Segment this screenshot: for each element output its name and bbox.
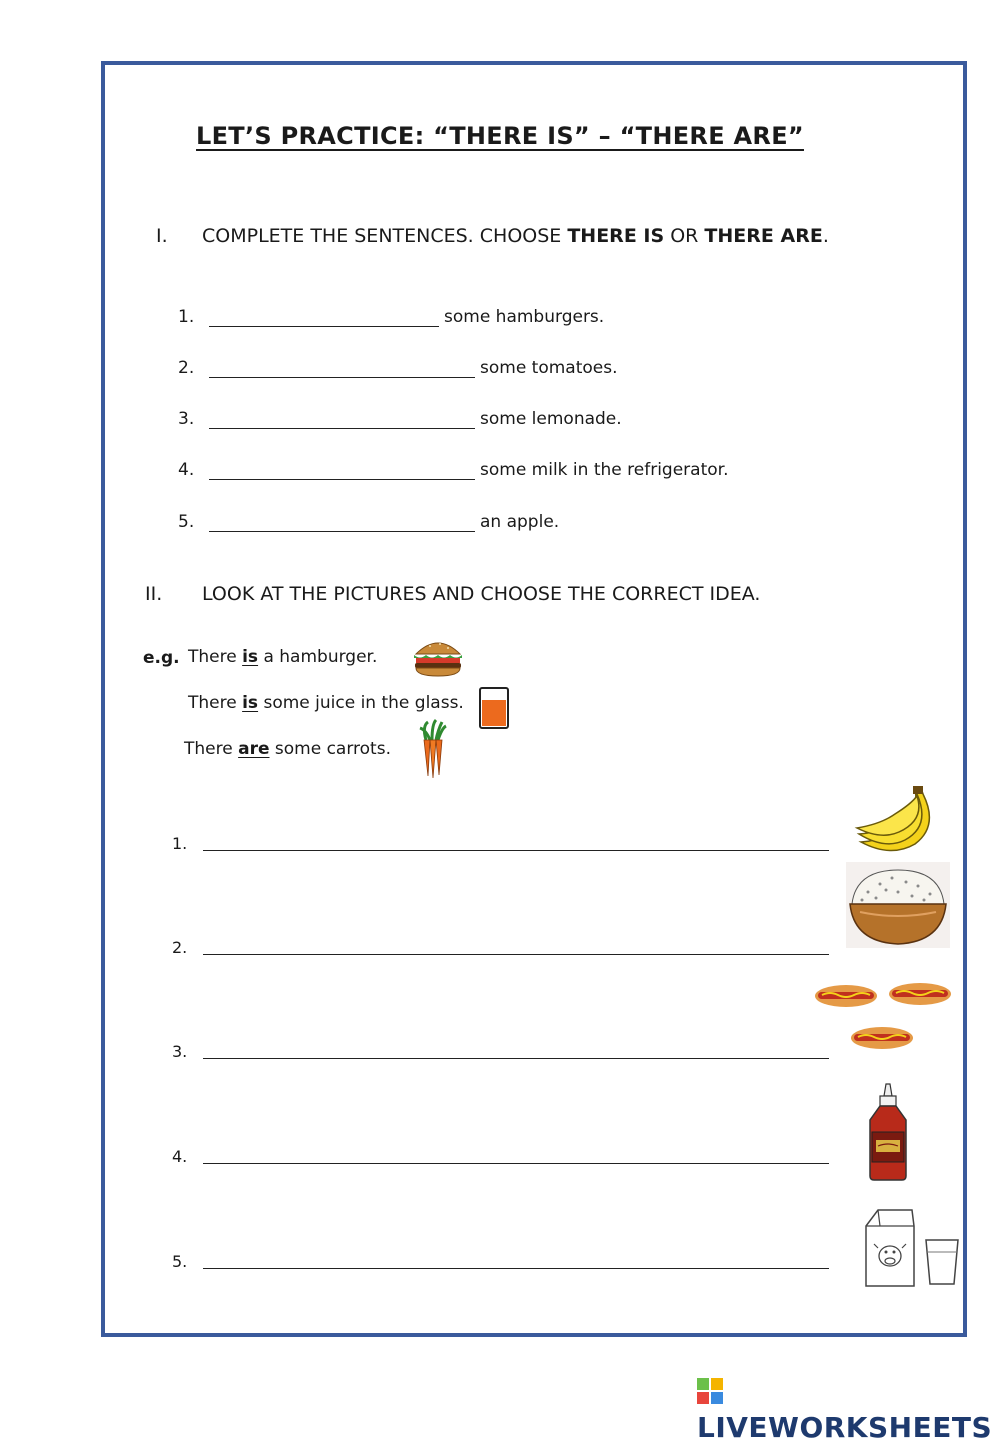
sentence-3-number: 3. xyxy=(178,409,195,429)
bananas-icon xyxy=(855,786,939,856)
sentence-5-number: 5. xyxy=(178,512,195,532)
example-label: e.g. xyxy=(143,648,180,668)
sentence-4-blank[interactable] xyxy=(209,479,475,480)
picture-1-answer-line[interactable] xyxy=(203,850,829,851)
sentence-4-text: some milk in the refrigerator. xyxy=(480,460,729,480)
hot-dogs-icon xyxy=(812,978,954,1058)
sentence-2-blank[interactable] xyxy=(209,377,475,378)
section-1-numeral: I. xyxy=(156,225,168,247)
worksheet-title: LET’S PRACTICE: “THERE IS” – “THERE ARE” xyxy=(196,122,804,150)
sentence-3-text: some lemonade. xyxy=(480,409,622,429)
section-2-numeral: II. xyxy=(145,583,163,605)
example-1-text: There is a hamburger. xyxy=(188,647,378,667)
rice-bowl-icon xyxy=(846,862,950,948)
section-2-instruction: LOOK AT THE PICTURES AND CHOOSE THE CORRECT IDEA. xyxy=(202,583,761,605)
sentence-5-text: an apple. xyxy=(480,512,560,532)
picture-4-answer-line[interactable] xyxy=(203,1163,829,1164)
example-2-text: There is some juice in the glass. xyxy=(188,693,464,713)
sentence-1-blank[interactable] xyxy=(209,326,439,327)
sentence-4-number: 4. xyxy=(178,460,195,480)
picture-3-number: 3. xyxy=(172,1042,188,1061)
carrots-icon xyxy=(416,720,450,780)
section-1-instruction: COMPLETE THE SENTENCES. CHOOSE THERE IS OR THERE ARE. xyxy=(202,225,829,247)
brand-text: LIVEWORKSHEETS xyxy=(697,1411,993,1444)
picture-1-number: 1. xyxy=(172,834,188,853)
juice-glass-icon xyxy=(478,686,510,730)
example-3-text: There are some carrots. xyxy=(184,739,391,759)
picture-3-answer-line[interactable] xyxy=(203,1058,829,1059)
picture-2-answer-line[interactable] xyxy=(203,954,829,955)
sentence-3-blank[interactable] xyxy=(209,428,475,429)
hamburger-icon xyxy=(412,636,464,678)
ketchup-bottle-icon xyxy=(862,1082,914,1182)
sentence-2-text: some tomatoes. xyxy=(480,358,618,378)
sentence-2-number: 2. xyxy=(178,358,195,378)
milk-carton-and-glass-icon xyxy=(862,1206,966,1290)
picture-4-number: 4. xyxy=(172,1147,188,1166)
picture-2-number: 2. xyxy=(172,938,188,957)
brand-cubes-icon xyxy=(697,1378,723,1411)
picture-5-number: 5. xyxy=(172,1252,188,1271)
liveworksheets-logo xyxy=(697,1376,1000,1444)
sentence-1-number: 1. xyxy=(178,307,195,327)
sentence-5-blank[interactable] xyxy=(209,531,475,532)
picture-5-answer-line[interactable] xyxy=(203,1268,829,1269)
sentence-1-text: some hamburgers. xyxy=(444,307,605,327)
